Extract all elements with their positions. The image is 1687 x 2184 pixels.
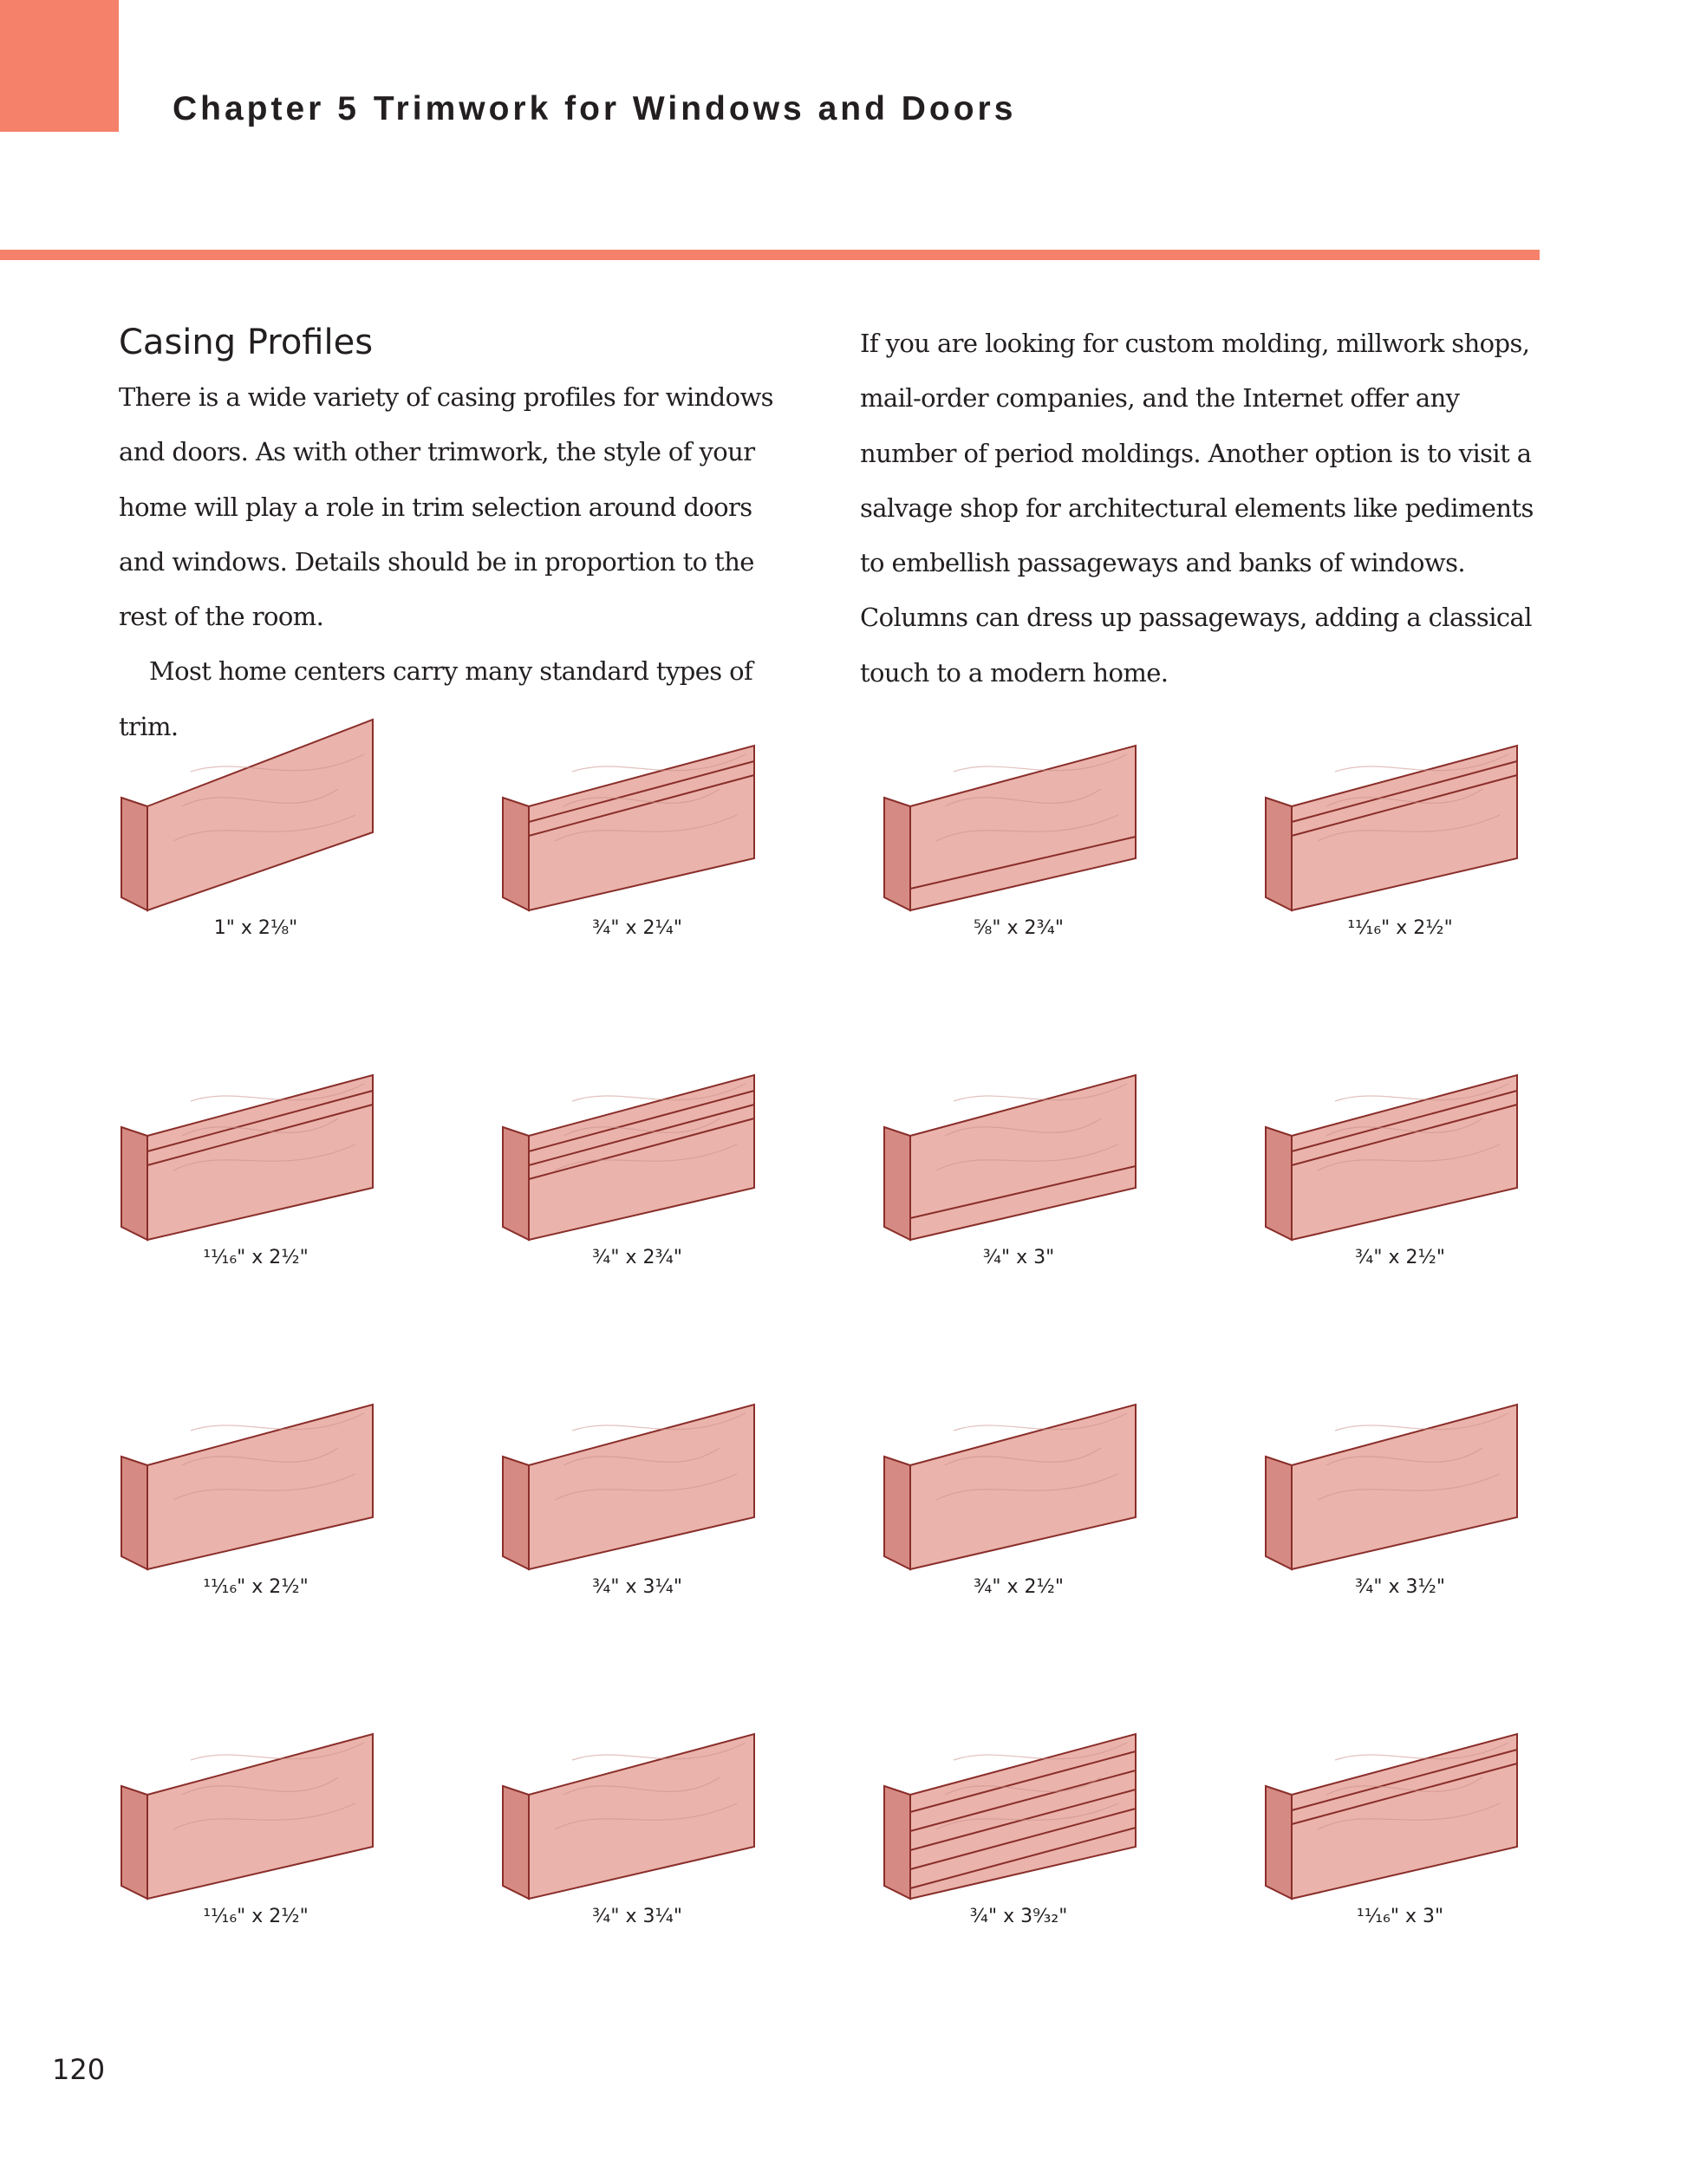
casing-profile [876, 1691, 1162, 1933]
molding-face [147, 720, 373, 910]
casing-profile [113, 1361, 399, 1604]
profile-dimension-label: ¹¹⁄₁₆" x 2½" [203, 1247, 309, 1268]
casing-profile [876, 702, 1162, 945]
molding-end-grain [1266, 1127, 1292, 1240]
section-title: Casing Profiles [119, 323, 374, 362]
casing-profile [1257, 1691, 1543, 1933]
molding-face [147, 1405, 373, 1569]
molding-end-grain [884, 1457, 910, 1569]
molding-end-grain [503, 1457, 529, 1569]
profile-dimension-label: ¹¹⁄₁₆" x 2½" [203, 1906, 309, 1927]
casing-profile [1257, 1361, 1543, 1604]
molding-illustration [113, 702, 399, 910]
molding-face [147, 1734, 373, 1899]
molding-face [529, 1734, 754, 1899]
page-number: 120 [52, 2053, 106, 2086]
molding-illustration [1257, 1691, 1543, 1899]
casing-profile [113, 1691, 399, 1933]
molding-face [529, 1405, 754, 1569]
chapter-label: Chapter 5 [173, 90, 360, 127]
profile-dimension-label: ¹¹⁄₁₆" x 2½" [203, 1576, 309, 1598]
molding-face [1292, 1405, 1517, 1569]
molding-illustration [876, 1691, 1162, 1899]
paragraph-2: Most home centers carry many standard types of trim. [119, 656, 753, 741]
profile-dimension-label: ¾" x 2¼" [592, 917, 682, 939]
casing-profile [494, 1361, 780, 1604]
casing-profile [113, 1032, 399, 1275]
molding-end-grain [121, 1127, 147, 1240]
paragraph-3: If you are looking for custom molding, millwork shops, mail-order companies, and the Internet offer any number of period moldings. Another option is to visit a salvage shop for architectural elements like pediments to embellish passageways and banks of windows. Columns can dress up passageways, adding a classical touch to a modern home. [860, 329, 1534, 688]
casing-profile [494, 1691, 780, 1933]
molding-illustration [494, 1032, 780, 1240]
molding-end-grain [884, 1786, 910, 1899]
profile-dimension-label: ¾" x 3" [982, 1247, 1055, 1268]
casing-profile [1257, 1032, 1543, 1275]
molding-end-grain [503, 1786, 529, 1899]
profile-dimension-label: ¾" x 3¼" [592, 1576, 682, 1598]
molding-illustration [494, 1691, 780, 1899]
molding-end-grain [503, 798, 529, 910]
molding-illustration [494, 702, 780, 910]
molding-illustration [494, 1361, 780, 1569]
molding-illustration [1257, 1361, 1543, 1569]
profile-dimension-label: ¾" x 2¾" [592, 1247, 682, 1268]
profile-dimension-label: ¾" x 3⁹⁄₃₂" [969, 1906, 1068, 1927]
molding-illustration [876, 1361, 1162, 1569]
molding-face [910, 746, 1136, 910]
molding-end-grain [884, 1127, 910, 1240]
molding-end-grain [121, 798, 147, 910]
paragraph-1: There is a wide variety of casing profiles for windows and doors. As with other trimwork, the style of your home will play a role in trim selection around doors and windows. Details should be in proportion to the rest of the room. [119, 382, 773, 632]
molding-illustration [1257, 1032, 1543, 1240]
casing-profile [494, 702, 780, 945]
molding-face [910, 1075, 1136, 1240]
molding-face [910, 1405, 1136, 1569]
molding-end-grain [121, 1786, 147, 1899]
profile-dimension-label: 1" x 2⅛" [213, 917, 298, 939]
profile-dimension-label: ¹¹⁄₁₆" x 2½" [1347, 917, 1453, 939]
profile-dimension-label: ¾" x 2½" [1355, 1247, 1445, 1268]
molding-end-grain [884, 798, 910, 910]
profile-dimension-label: ¾" x 2½" [974, 1576, 1064, 1598]
molding-illustration [113, 1032, 399, 1240]
casing-profile [113, 702, 399, 945]
profile-dimension-label: ¾" x 3¼" [592, 1906, 682, 1927]
molding-illustration [1257, 702, 1543, 910]
molding-end-grain [1266, 1786, 1292, 1899]
molding-face [910, 1734, 1136, 1899]
molding-illustration [113, 1361, 399, 1569]
molding-end-grain [503, 1127, 529, 1240]
profile-dimension-label: ¹¹⁄₁₆" x 3" [1356, 1906, 1444, 1927]
profile-dimension-label: ⅝" x 2¾" [974, 917, 1064, 939]
profile-dimension-label: ¾" x 3½" [1355, 1576, 1445, 1598]
chapter-title: Trimwork for Windows and Doors [373, 90, 1017, 127]
casing-profile [876, 1361, 1162, 1604]
molding-illustration [113, 1691, 399, 1899]
molding-end-grain [121, 1457, 147, 1569]
casing-profile [876, 1032, 1162, 1275]
casing-profile [494, 1032, 780, 1275]
molding-illustration [876, 1032, 1162, 1240]
molding-end-grain [1266, 1457, 1292, 1569]
molding-end-grain [1266, 798, 1292, 910]
molding-illustration [876, 702, 1162, 910]
casing-profile [1257, 702, 1543, 945]
